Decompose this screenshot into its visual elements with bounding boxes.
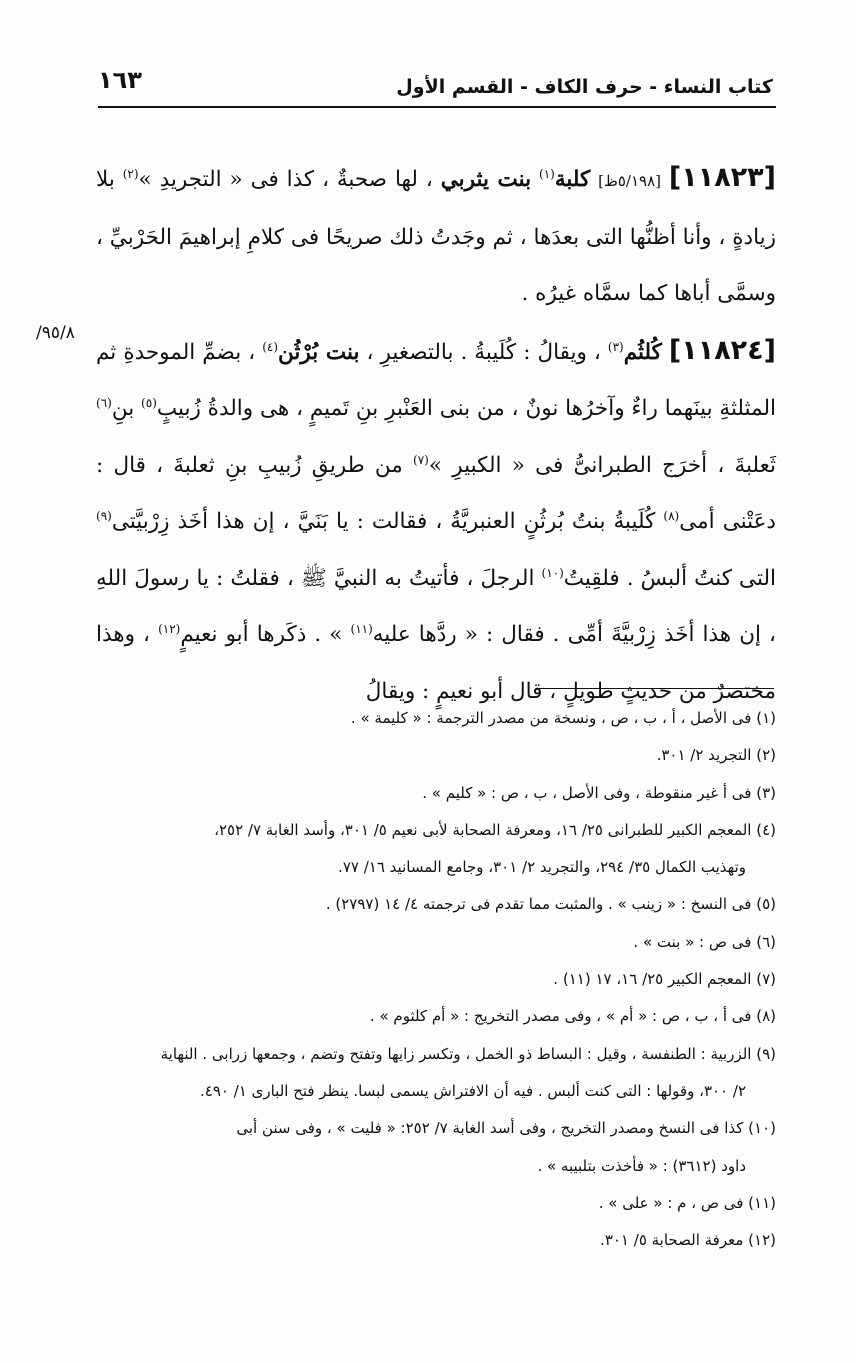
header-title: كتاب النساء - حرف الكاف - القسم الأول [396, 76, 773, 98]
entry-number: [١١٨٢٤] [668, 334, 776, 366]
margin-reference: /٩٥/٨ [36, 323, 75, 343]
footnote-mark: (١٠) [541, 565, 564, 580]
entry-text: ، وهذا مختصرٌ من حديثٍ طويلٍ ، قال أبو نعيمٍ : ويقالُ [96, 622, 776, 704]
footnote-6: (٦) فى ص : « بنت » . [633, 932, 776, 951]
entry-text: ، بضمِّ الموحدةِ ثم المثلثةِ بينَهما راءٌ وآخرُها نونٌ ، من بنى العَنْبرِ بنِ تَميمٍ ، هى والدةُ زُبيبٍ [96, 339, 776, 421]
entry-text: ، لها صحبةٌ ، كذا فى « التجريدِ » [138, 167, 433, 192]
footnote-mark: (١١) [350, 621, 373, 636]
footnote-4: (٤) المعجم الكبير للطبرانى ٢٥/ ١٦، ومعرفة الصحابة لأبى نعيم ٥/ ٣٠١، وأسد الغابة ٧/ ٢٥٢، [214, 820, 776, 839]
footnote-9-continued: ٢/ ٣٠٠، وقولها : التى كنت ألبس . فيه أن الافتراش يسمى لبسا. ينظر فتح البارى ١/ ٤٩٠. [200, 1081, 746, 1100]
entry-text: من طريقِ زُبيبِ بنِ ثعلبةَ ، قال : دعَتْنى أمى [96, 452, 776, 534]
entry-text: بلا زيادةٍ ، وأنا أظنُّها التى بعدَها ، ثم وجَدتُ ذلك صريحًا فى كلامِ إبراهيمَ الحَرْبيِّ ، وسمَّى أباها كما سمَّاه غيرُه . [96, 167, 776, 306]
footnote-separator [538, 688, 774, 689]
header-rule [98, 106, 776, 108]
footnote-mark: (٤) [262, 339, 279, 354]
footnote-mark: (١٢) [158, 621, 181, 636]
main-text [96, 150, 776, 720]
entry-text: كُلَيبةُ بنتُ بُرثُنٍ العنبريَّةُ ، فقالت : يا بَنَيَّ ، إن هذا أخَذ زِرْبيَّتى [111, 509, 656, 534]
entry-11824 [96, 323, 776, 721]
entry-text: الرجلَ ، فأتيتُ به النبيَّ ﷺ ، فقلتُ : يا رسولَ اللهِ ، إن هذا أخَذ زِرْبيَّةَ أمِّى . فقال : « ردَّها عليه [96, 565, 776, 647]
footnote-mark: (٩) [96, 508, 112, 523]
footnote-12: (١٢) معرفة الصحابة ٥/ ٣٠١. [600, 1231, 776, 1250]
running-header [98, 58, 773, 102]
entry-name-rest: بنت يثربي [440, 167, 532, 192]
entry-name: كُلثُم [623, 339, 662, 365]
footnote-mark: (٥) [141, 395, 157, 410]
page-number: ١٦٣ [98, 66, 142, 94]
entry-text: ثَعلبةَ ، أخرَج الطبرانىُّ فى « الكبيرِ » [428, 452, 776, 478]
footnote-1: (١) فى الأصل ، أ ، ب ، ص ، ونسخة من مصدر الترجمة : « كليمة » . [350, 709, 776, 727]
footnotes [90, 700, 776, 1259]
footnote-mark: (٧) [413, 452, 429, 467]
footnote-mark: (٣) [607, 339, 624, 354]
footnote-10-continued: داود (٣٦١٢) : « فأخذت بتلبيبه » . [537, 1156, 746, 1175]
footnote-10: (١٠) كذا فى النسخ ومصدر التخريج ، وفى أسد الغابة ٧/ ٢٥٢: « فليت » ، وفى سنن أبى [236, 1119, 776, 1138]
footnote-2: (٢) التجريد ٢/ ٣٠١. [656, 746, 776, 765]
entry-name: كلبة [554, 167, 591, 192]
footnote-mark: (٨) [663, 508, 680, 523]
entry-text: ، ويقالُ : كُلَيبةُ . بالتصغيرِ ، [366, 339, 601, 365]
entry-text: التى كنتُ ألبسُ . فلقِيتُ [563, 565, 776, 591]
footnote-3: (٣) فى أ غير منقوطة ، وفى الأصل ، ب ، ص : « كليم » . [422, 783, 776, 802]
footnote-7: (٧) المعجم الكبير ٢٥/ ١٦، ١٧ (١١) . [553, 970, 776, 989]
footnote-mark: (٦) [96, 395, 112, 410]
footnote-9: (٩) الزربية : الطنفسة ، وقيل : البساط ذو الخمل ، وتكسر زايها وتفتح وتضم ، وجمعها زرابى . النهاية [160, 1044, 776, 1063]
footnote-mark: (١) [539, 166, 555, 181]
footnote-5: (٥) فى النسخ : « زينب » . والمثبت مما تقدم فى ترجمته ٤/ ١٤ (٢٧٩٧) . [325, 895, 776, 914]
manuscript-ref: [٥/١٩٨ظ] [598, 172, 661, 190]
entry-text: بنِ [111, 396, 135, 421]
footnote-11: (١١) فى ص ، م : « على » . [598, 1193, 776, 1212]
footnote-4-continued: وتهذيب الكمال ٣٥/ ٢٩٤، والتجريد ٢/ ٣٠١، وجامع المسانيد ١٦/ ٧٧. [338, 858, 746, 877]
entry-11823 [96, 150, 776, 323]
entry-name-2: بنت بُرْثُن [278, 339, 360, 365]
entry-text: » . ذكَرها أبو نعيمٍ [180, 622, 343, 647]
footnote-mark: (٢) [122, 166, 139, 181]
footnote-8: (٨) فى أ ، ب ، ص : « أم » ، وفى مصدر التخريج : « أم كلثوم » . [369, 1007, 776, 1026]
entry-number: [١١٨٢٣] [668, 162, 776, 193]
